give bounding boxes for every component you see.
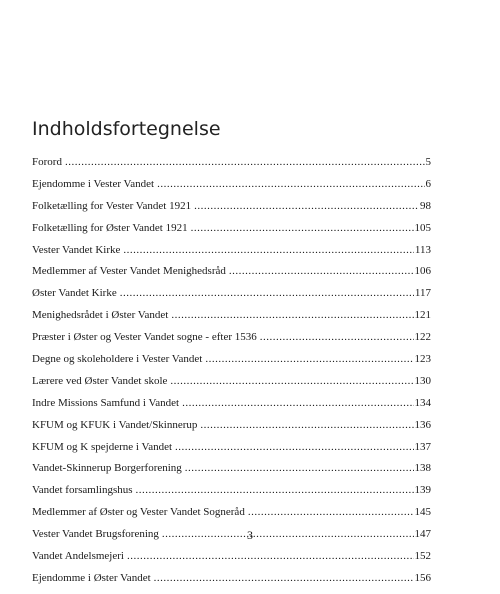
toc-dot-leader: [136, 484, 414, 496]
toc-dot-leader: [248, 506, 414, 518]
page-title: Indholdsfortegnelse: [32, 118, 221, 140]
toc-entry-title: Øster Vandet Kirke: [32, 287, 117, 300]
toc-dot-leader: [260, 331, 414, 343]
toc-entry-page: 6: [425, 177, 431, 190]
toc-entry-title: Lærere ved Øster Vandet skole: [32, 374, 168, 387]
toc-entry-page: 138: [414, 462, 431, 475]
toc-entry-page: 105: [414, 221, 431, 234]
toc-dot-leader: [170, 375, 413, 387]
toc-dot-leader: [157, 178, 424, 190]
toc-entry-page: 122: [414, 331, 431, 344]
toc-entry: [32, 572, 431, 594]
toc-dot-leader: [229, 265, 414, 277]
toc-entry: [32, 506, 431, 528]
toc-entry: [32, 550, 431, 572]
toc-entry-page: 106: [414, 265, 431, 278]
toc-entry-title: Vester Vandet Kirke: [32, 243, 121, 256]
toc-entry-page: 152: [414, 550, 431, 563]
toc-dot-leader: [154, 572, 414, 584]
toc-entry-title: Menighedsrådet i Øster Vandet: [32, 309, 169, 322]
toc-entry-page: 5: [425, 156, 431, 168]
toc-entry-page: 113: [414, 243, 431, 256]
toc-dot-leader: [205, 353, 413, 365]
toc-entry-title: Ejendomme i Vester Vandet: [32, 177, 155, 190]
toc-entry: [32, 375, 431, 397]
toc-entry-page: 134: [414, 396, 431, 409]
toc-entry: [32, 156, 431, 178]
toc-entry: [32, 287, 431, 309]
toc-entry-page: 145: [414, 506, 431, 519]
toc-entry: [32, 178, 431, 200]
toc-dot-leader: [127, 550, 414, 562]
toc-dot-leader: [185, 462, 414, 474]
toc-entry-page: 121: [414, 309, 431, 322]
toc-entry: [32, 222, 431, 244]
toc-entry-page: 136: [414, 418, 431, 431]
toc-entry: [32, 462, 431, 484]
toc-dot-leader: [182, 397, 413, 409]
toc-entry-title: Vester Vandet Brugsforening: [32, 528, 159, 541]
toc-entry: [32, 419, 431, 441]
toc-entry-page: 156: [414, 571, 431, 584]
toc-dot-leader: [175, 441, 413, 453]
toc-entry-title: KFUM og KFUK i Vandet/Skinnerup: [32, 418, 198, 431]
page-number: 3: [247, 528, 253, 542]
toc-entry-title: Medlemmer af Vester Vandet Menighedsråd: [32, 265, 226, 278]
toc-entry-title: Forord: [32, 156, 62, 168]
toc-entry-page: 130: [414, 374, 431, 387]
toc-entry-title: Præster i Øster og Vester Vandet sogne - efter 1536: [32, 331, 257, 344]
toc-entry-page: 139: [414, 484, 431, 497]
toc-dot-leader: [194, 200, 419, 212]
toc-dot-leader: [65, 156, 425, 168]
toc-entry-title: KFUM og K spejderne i Vandet: [32, 440, 173, 453]
toc-entry-page: 123: [414, 353, 431, 366]
toc-entry-title: Medlemmer af Øster og Vester Vandet Sogneråd: [32, 506, 245, 519]
toc-entry-page: 137: [414, 440, 431, 453]
toc-entry-title: Folketælling for Vester Vandet 1921: [32, 199, 192, 212]
toc-entry-title: Vandet forsamlingshus: [32, 484, 133, 497]
toc-dot-leader: [123, 244, 414, 256]
toc-entry-title: Vandet Andelsmejeri: [32, 550, 124, 563]
toc-dot-leader: [120, 287, 414, 299]
toc-entry: [32, 353, 431, 375]
toc-entry: [32, 200, 431, 222]
toc-entry: [32, 265, 431, 287]
toc-entry-page: 98: [420, 199, 431, 212]
toc-entry: [32, 397, 431, 419]
toc-entry-title: Ejendomme i Øster Vandet: [32, 571, 151, 584]
toc-entry-title: Indre Missions Samfund i Vandet: [32, 396, 180, 409]
toc-dot-leader: [200, 419, 413, 431]
toc-entry: [32, 331, 431, 353]
toc-entry-title: Degne og skoleholdere i Vester Vandet: [32, 353, 203, 366]
toc-dot-leader: [171, 309, 413, 321]
toc-entry-title: Vandet-Skinnerup Borgerforening: [32, 462, 182, 475]
toc-entry: [32, 244, 431, 266]
toc-entry: [32, 484, 431, 506]
toc-dot-leader: [191, 222, 414, 234]
toc-entry-title: Folketælling for Øster Vandet 1921: [32, 221, 188, 234]
toc-entry: [32, 309, 431, 331]
toc-entry-page: 117: [414, 287, 431, 300]
toc-entry: [32, 441, 431, 463]
toc-entry-page: 147: [414, 528, 431, 541]
